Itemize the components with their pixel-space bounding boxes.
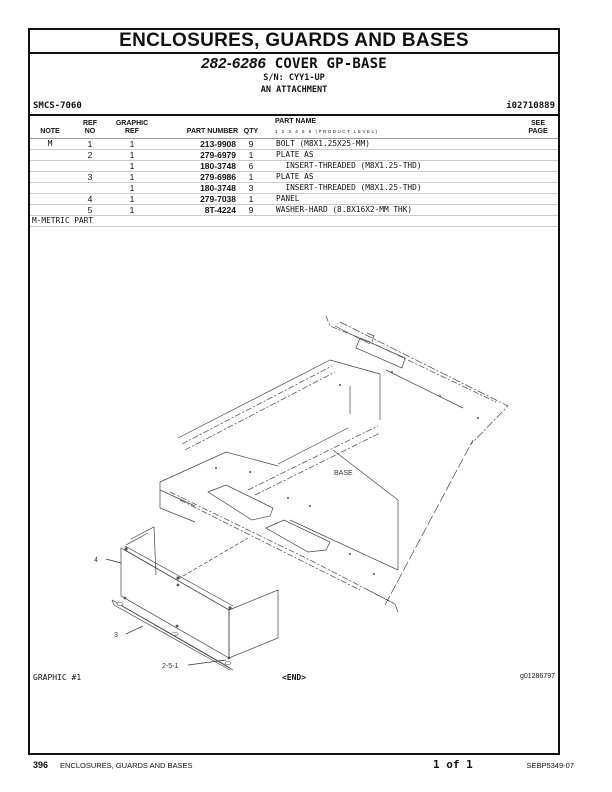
table-row: [30, 139, 558, 150]
cell-graphic: 1: [129, 150, 135, 160]
table-header: [30, 116, 558, 139]
col-part-name: PART NAME: [275, 118, 317, 125]
metric-footnote: M-METRIC PART: [30, 216, 558, 227]
graphic-label: GRAPHIC #1: [33, 673, 82, 682]
cell-qty: 1: [248, 150, 254, 160]
col-graphic-2: REF: [125, 128, 139, 135]
cell-qty: 9: [248, 139, 254, 149]
base-label: BASE: [334, 470, 353, 477]
serial-number: S/N: CYY1-UP: [263, 73, 325, 83]
document-id: SEBP5349-07: [526, 761, 574, 770]
page-of: 1 of 1: [433, 758, 473, 771]
cell-part-number: 180-3748: [200, 161, 236, 171]
col-note: NOTE: [40, 128, 60, 135]
cell-qty: 3: [248, 183, 254, 193]
cell-qty: 6: [248, 161, 254, 171]
cell-part-number: 180-3748: [200, 183, 236, 193]
page-frame: [28, 28, 560, 755]
cell-ref: 1: [87, 139, 93, 149]
col-qty: QTY: [243, 128, 259, 135]
cell-part-name: PLATE AS: [276, 172, 314, 181]
part-title: [30, 55, 558, 72]
cell-ref: 3: [87, 172, 93, 182]
attachment-note: AN ATTACHMENT: [260, 85, 328, 95]
col-see-page-2: PAGE: [528, 128, 548, 135]
col-ref-2: NO: [84, 128, 96, 135]
col-see-page-1: SEE: [530, 120, 545, 127]
cell-part-number: 279-6986: [200, 172, 236, 182]
exploded-parts-diagram: [52, 302, 542, 682]
cell-ref: 4: [87, 194, 93, 204]
cell-part-number: 213-9908: [200, 139, 236, 149]
table-row: [30, 161, 558, 172]
table-row: [30, 183, 558, 194]
end-marker: <END>: [281, 673, 307, 682]
cell-graphic: 1: [129, 194, 135, 204]
smcs-code: SMCS-7060: [33, 101, 82, 111]
col-ref-1: REF: [83, 120, 97, 127]
part-header: [30, 55, 558, 96]
cell-ref: 5: [87, 205, 93, 215]
parts-table: [30, 114, 558, 227]
cell-graphic: 1: [129, 161, 135, 171]
cell-ref: 2: [87, 150, 93, 160]
graphic-caption-line: [33, 673, 555, 685]
cell-graphic: 1: [129, 183, 135, 193]
cell-graphic: 1: [129, 205, 135, 215]
info-id: i02710889: [506, 101, 555, 111]
cell-part-name: PANEL: [276, 194, 300, 203]
col-part-number: PART NUMBER: [186, 128, 238, 135]
footer-section: ENCLOSURES, GUARDS AND BASES: [60, 761, 193, 770]
product-level-scale: 1 2 3 4 5 6 (PRODUCT LEVEL): [275, 129, 379, 134]
cell-part-number: 279-7038: [200, 194, 236, 204]
part-number: 282-6286: [201, 55, 267, 72]
table-row: [30, 205, 558, 216]
callout-4: 4: [94, 557, 98, 564]
cell-part-number: 279-6979: [200, 150, 236, 160]
section-title: ENCLOSURES, GUARDS AND BASES: [30, 30, 558, 54]
cell-part-name: WASHER-HARD (8.8X16X2-MM THK): [276, 205, 413, 214]
page-footer: [33, 760, 574, 774]
cell-part-name: PLATE AS: [276, 150, 314, 159]
page-number: 396: [33, 760, 49, 770]
col-graphic-1: GRAPHIC: [115, 120, 149, 127]
callout-2-5-1: 2-5-1: [162, 663, 179, 670]
cell-qty: 1: [248, 172, 254, 182]
cell-part-name: BOLT (M8X1.25X25-MM): [276, 139, 370, 148]
callout-3: 3: [114, 632, 118, 639]
graphic-id: g01286797: [519, 673, 555, 680]
cell-graphic: 1: [129, 172, 135, 182]
cell-part-name: INSERT-THREADED (M8X1.25-THD): [276, 183, 422, 192]
cell-qty: 1: [248, 194, 254, 204]
cell-part-number: 8T-4224: [204, 205, 236, 215]
cell-graphic: 1: [129, 139, 135, 149]
table-row: [30, 194, 558, 205]
table-row: [30, 172, 558, 183]
table-row: [30, 150, 558, 161]
part-name: COVER GP-BASE: [274, 56, 387, 72]
cell-part-name: INSERT-THREADED (M8X1.25-THD): [276, 161, 422, 170]
cell-qty: 9: [248, 205, 254, 215]
cell-note: M: [47, 139, 53, 148]
